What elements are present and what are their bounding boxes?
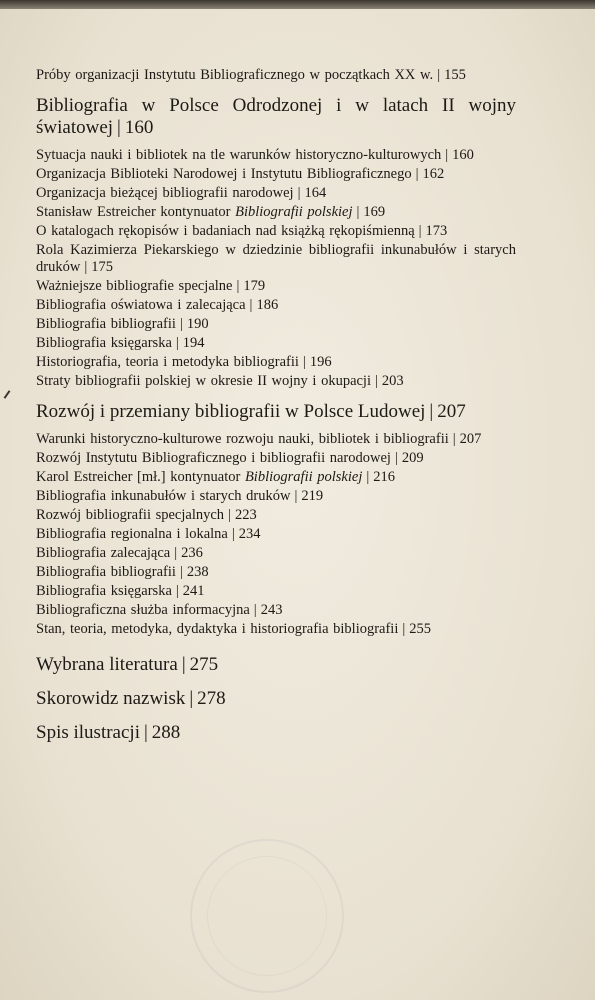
toc-entry [36,373,516,391]
toc-separator: | [366,468,370,485]
toc-entry [36,223,516,241]
toc-entry-title: Bibliografia regionalna i lokalna [36,525,228,542]
toc-entry [36,147,516,165]
toc-page-number: 241 [182,582,205,599]
toc-entry [36,297,516,315]
toc-separator: | [418,222,422,239]
toc-entry [36,354,516,372]
toc-separator: | [179,316,183,332]
toc-page-number: 255 [409,620,432,637]
toc-page-number: 275 [189,654,219,675]
toc-entry [36,316,516,334]
toc-entry-title: Bibliograficzna służba informacyjna [36,601,250,618]
toc-entry-title-italic: Bibliografii polskiej [235,203,353,220]
toc-entry [36,67,516,85]
toc-separator: | [402,620,406,637]
toc-separator: | [175,335,179,351]
toc-entry-title: Próby organizacji Instytutu Bibliograficznego w początkach XX w. [36,67,434,83]
toc-separator: | [175,582,179,599]
toc-page-number: 164 [304,184,327,201]
toc-separator: | [249,297,253,313]
page-top-edge [0,0,595,9]
toc-page-number: 207 [459,430,482,447]
toc-page-number: 209 [401,449,424,466]
pencil-mark [4,390,11,399]
toc-entry [36,469,516,487]
toc-separator: | [394,449,398,466]
toc-entry [36,242,516,277]
toc-page-number: 278 [197,688,226,709]
toc-page-number: 238 [186,563,209,580]
toc-entry [36,335,516,353]
toc-entry-title: Spis ilustracji [36,722,140,743]
toc-entry-title: Organizacja bieżącej bibliografii narodowej [36,184,294,201]
toc-entry-title: Bibliografia bibliografii [36,316,176,332]
toc-separator: | [253,601,257,618]
toc-page-number: 288 [151,722,181,743]
toc-page-number: 243 [260,601,283,618]
toc-separator: | [437,67,441,83]
toc-separator: | [445,146,449,163]
toc-entry-title: Skorowidz nazwisk [36,688,186,709]
toc-entry [36,583,516,601]
toc-entry-title: Ważniejsze bibliografie specjalne [36,278,233,294]
toc-page-number: 186 [256,297,279,313]
toc-page-number: 194 [182,335,205,351]
toc-entry [36,602,516,620]
toc-separator: | [452,430,456,447]
toc-page-number: 155 [444,67,466,83]
toc-page-number: 196 [309,354,332,370]
toc-entry-title: Stanisław Estreicher kontynuator [36,203,236,220]
toc-page-number: 223 [234,506,257,523]
toc-section-heading [36,401,516,423]
toc-entry-title: Bibliografia bibliografii [36,563,176,580]
table-of-contents [36,67,516,756]
toc-page-number: 190 [186,316,209,332]
toc-entry-title: Bibliografia księgarska [36,582,172,599]
toc-entry-title: Bibliografia oświatowa i zalecająca [36,297,246,313]
toc-entry-title: Rozwój i przemiany bibliografii w Polsce Ludowej [36,400,426,422]
toc-page-number: 160 [124,116,154,138]
toc-page-number: 162 [422,165,445,182]
toc-entry [36,450,516,468]
toc-entry-title: Karol Estreicher [mł.] kontynuator [36,468,245,485]
toc-entry-title-italic: Bibliografii polskiej [244,468,363,485]
toc-page-number: 160 [452,146,474,163]
toc-entry-title: Sytuacja nauki i bibliotek na tle warunków historyczno-kulturowych [36,146,442,163]
toc-entry-title: Rola Kazimierza Piekarskiego w dziedzinie bibliografii inkunabułów i starych druków [36,241,516,275]
toc-separator: | [294,487,298,504]
toc-entry-title: Warunki historyczno-kulturowe rozwoju nauki, bibliotek i bibliografii [36,430,449,447]
toc-entry [36,431,516,449]
toc-separator: | [228,506,231,523]
toc-separator: | [189,688,194,709]
toc-entry [36,278,516,296]
toc-separator: | [415,165,419,182]
toc-entry-title: Wybrana literatura [36,654,178,675]
toc-page-number: 216 [373,468,396,485]
toc-entry-title: Bibliografia inkunabułów i starych druków [36,487,291,504]
toc-entry [36,488,516,506]
toc-entry [36,185,516,203]
toc-entry-title: Bibliografia w Polsce Odrodzonej i w latach II wojny światowej [36,94,516,138]
toc-separator: | [174,544,178,561]
toc-separator: | [143,722,148,743]
toc-page-number: 219 [301,487,324,504]
toc-entry-title: Bibliografia księgarska [36,335,172,351]
toc-entry [36,204,516,222]
toc-page-number: 175 [91,259,113,275]
toc-separator: | [179,563,183,580]
library-stamp [190,839,344,993]
toc-section-heading [36,95,516,139]
toc-page-number: 236 [181,544,203,561]
toc-page-number: 234 [238,525,261,542]
toc-entry-title: Historiografia, teoria i metodyka bibliografii [36,354,299,370]
toc-entry-title: O katalogach rękopisów i badaniach nad książką rękopiśmienną [36,222,415,239]
book-page [0,9,595,1000]
toc-separator: | [356,203,360,220]
toc-separator: | [302,354,306,370]
toc-entry-title: Stan, teoria, metodyka, dydaktyka i historiografia bibliografii [36,620,399,637]
toc-entry [36,564,516,582]
toc-separator: | [117,116,121,138]
toc-back-matter-entry [36,688,516,710]
toc-entry [36,526,516,544]
toc-entry-title: Rozwój Instytutu Bibliograficznego i bibliografii narodowej [36,449,391,466]
toc-separator: | [181,654,186,675]
toc-separator: | [231,525,235,542]
toc-separator: | [84,259,88,275]
toc-back-matter-entry [36,722,516,744]
toc-page-number: 203 [381,373,404,389]
toc-page-number: 173 [425,222,448,239]
toc-separator: | [429,400,434,422]
toc-entry-title: Rozwój bibliografii specjalnych [36,506,225,523]
toc-entry [36,166,516,184]
toc-back-matter-entry [36,654,516,676]
toc-separator: | [236,278,240,294]
toc-entry-title: Organizacja Biblioteki Narodowej i Instytutu Bibliograficznego [36,165,412,182]
toc-page-number: 207 [437,400,466,422]
toc-entry-title: Bibliografia zalecająca [36,544,171,561]
toc-entry [36,507,516,525]
toc-entry-title: Straty bibliografii polskiej w okresie II wojny i okupacji [36,373,371,389]
toc-separator: | [375,373,378,389]
toc-page-number: 179 [243,278,266,294]
toc-separator: | [297,184,301,201]
toc-entry [36,545,516,563]
toc-entry [36,621,516,639]
toc-page-number: 169 [363,203,386,220]
